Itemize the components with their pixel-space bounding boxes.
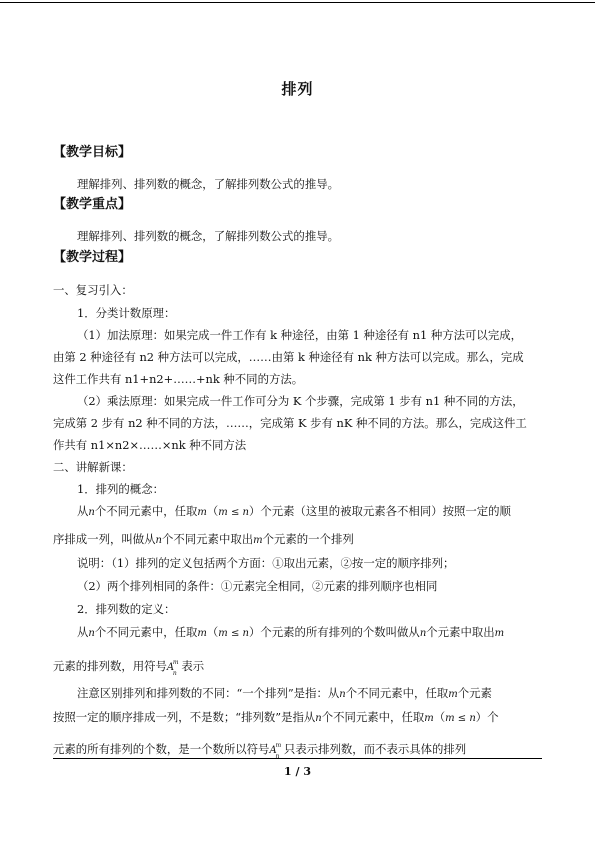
- page-title: 排列: [281, 80, 314, 98]
- math-n: n: [419, 628, 427, 639]
- note-line-1: 说明：（1）排列的定义包括两个方面：①取出元素，②按一定的顺序排列；: [77, 556, 455, 570]
- math-m: m: [494, 628, 505, 639]
- math-n: n: [339, 689, 346, 700]
- difference-line-3: 元素的所有排列的个数，是一个数所以符号A m n 只表示排列数，而不表示具体的排列: [53, 742, 467, 760]
- math-n: n: [88, 628, 95, 639]
- permutation-symbol: A m n: [269, 742, 282, 760]
- focus-text: 理解排列、排列数的概念，了解排列数公式的推导。: [77, 229, 339, 243]
- math-m: m: [424, 713, 434, 724]
- addition-line-3: 这件工作共有 n1+n2+……+nk 种不同的方法。: [53, 372, 304, 386]
- number-line-1: 从n个不同元素中，任取m（m ≤ n）个元素的所有排列的个数叫做从n个元素中取出m: [77, 625, 505, 639]
- multiplication-line-3: 作共有 n1×n2×……×nk 种不同方法: [53, 438, 247, 452]
- footer-rule: [53, 758, 542, 759]
- addition-line-2: 由第 2 种途径有 n2 种方法可以完成，……由第 k 种途径有 nk 种方法可以完成。那么，完成: [53, 350, 524, 364]
- process-heading: 【教学过程】: [53, 250, 132, 265]
- new-lesson-heading: 二、讲解新课：: [53, 460, 133, 474]
- number-line-2: 元素的排列数，用符号A m n 表示: [53, 659, 205, 677]
- permutation-symbol: A m n: [166, 659, 179, 677]
- count-principle-heading: 1．分类计数原理：: [77, 306, 176, 320]
- review-heading: 一、复习引入：: [53, 283, 133, 297]
- note-line-2: （2）两个排列相同的条件：①元素完全相同，②元素的排列顺序也相同: [77, 579, 438, 593]
- goal-text: 理解排列、排列数的概念，了解排列数公式的推导。: [77, 177, 339, 191]
- focus-heading: 【教学重点】: [53, 197, 132, 212]
- page-number: 1 / 3: [284, 765, 311, 778]
- difference-line-2: 按照一定的顺序排成一列，不是数；“排列数”是指从n个不同元素中，任取m（m ≤ n）个: [53, 710, 499, 724]
- addition-line-1: （1）加法原理：如果完成一件工作有 k 种途径，由第 1 种途径有 n1 种方法可以完成，: [77, 328, 522, 342]
- multiplication-line-1: （2）乘法原理：如果完成一件工作可分为 K 个步骤，完成第 1 步有 n1 种不同的方法，: [77, 394, 524, 408]
- multiplication-line-2: 完成第 2 步有 n2 种不同的方法，……，完成第 K 步有 nK 种不同的方法。那么，完成这件工: [53, 416, 527, 430]
- math-n: n: [155, 535, 162, 546]
- math-m: m: [448, 689, 458, 700]
- math-n: n: [315, 713, 322, 724]
- goal-heading: 【教学目标】: [53, 145, 132, 160]
- definition-line-1: 从n个不同元素中，任取m（m ≤ n）个元素（这里的被取元素各不相同）按照一定的顺: [77, 504, 511, 518]
- math-m-le-n: m ≤ n: [218, 628, 249, 639]
- math-m-le-n: m ≤ n: [218, 507, 249, 518]
- math-m-le-n: m ≤ n: [445, 713, 476, 724]
- math-m: m: [197, 507, 207, 518]
- math-m: m: [253, 535, 263, 546]
- difference-line-1: 注意区别排列和排列数的不同：“一个排列”是指：从n个不同元素中，任取m个元素: [77, 686, 492, 700]
- concept-heading: 1．排列的概念：: [77, 482, 164, 496]
- math-m: m: [197, 628, 207, 639]
- number-definition-heading: 2．排列数的定义：: [77, 602, 176, 616]
- math-n: n: [88, 507, 95, 518]
- definition-line-2: 序排成一列，叫做从n个不同元素中取出m个元素的一个排列: [53, 532, 354, 546]
- header-rule: [0, 2, 595, 3]
